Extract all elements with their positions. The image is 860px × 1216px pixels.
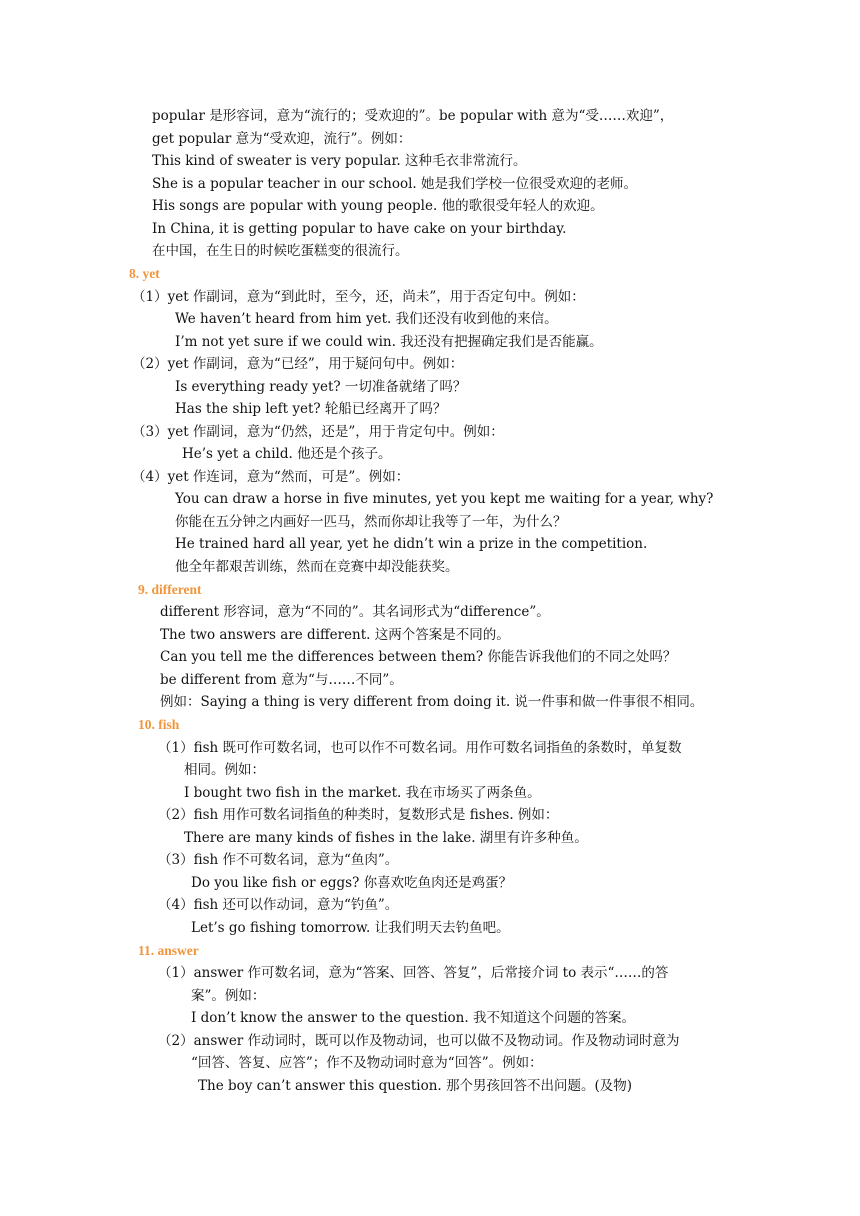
- yet-example: Is everything ready yet? 一切准备就绪了吗？: [175, 379, 467, 395]
- fish-usage-4: （4）fish 还可以作动词，意为“钓鱼”。: [158, 897, 399, 913]
- yet-example: He trained hard all year, yet he didn’t win a prize in the competition.: [175, 536, 648, 552]
- section-heading-fish: 10. fish: [138, 717, 180, 732]
- different-line: 例如：Saying a thing is very different from doing it. 说一件事和做一件事很不相同。: [160, 694, 704, 710]
- answer-usage-2: （2）answer 作动词时，既可以作及物动词，也可以做不及物动词。作及物动词时意为: [158, 1033, 680, 1049]
- fish-usage-1: （1）fish 既可作可数名词，也可以作不可数名词。用作可数名词指鱼的条数时，单复数: [158, 740, 682, 756]
- different-line: be different from 意为“与……不同”。: [160, 672, 403, 688]
- section-heading-yet: 8. yet: [129, 266, 160, 281]
- section-heading-different: 9. different: [138, 582, 202, 597]
- answer-example: The boy can’t answer this question. 那个男孩回答不出问题。(及物): [198, 1078, 633, 1094]
- yet-example: He’s yet a child. 他还是个孩子。: [182, 446, 392, 462]
- popular-example-2: She is a popular teacher in our school. 她是我们学校一位很受欢迎的老师。: [152, 176, 637, 192]
- fish-usage-3: （3）fish 作不可数名词，意为“鱼肉”。: [158, 852, 399, 868]
- popular-example-4-translation: 在中国，在生日的时候吃蛋糕变的很流行。: [152, 243, 409, 259]
- yet-example: You can draw a horse in five minutes, yet you kept me waiting for a year, why?: [175, 491, 714, 507]
- yet-usage-1: （1）yet 作副词，意为“到此时，至今，还，尚未”，用于否定句中。例如：: [132, 289, 585, 305]
- yet-example: Has the ship left yet? 轮船已经离开了吗？: [175, 401, 447, 417]
- fish-example: I bought two fish in the market. 我在市场买了两条鱼。: [184, 785, 541, 801]
- popular-example-4: In China, it is getting popular to have cake on your birthday.: [152, 221, 567, 237]
- fish-example: There are many kinds of fishes in the lake. 湖里有许多种鱼。: [184, 830, 588, 846]
- popular-example-3: His songs are popular with young people. 他的歌很受年轻人的欢迎。: [152, 198, 604, 214]
- section-heading-answer: 11. answer: [138, 943, 199, 958]
- popular-line-2: get popular 意为“受欢迎，流行”。例如：: [152, 131, 412, 147]
- yet-example-translation: 他全年都艰苦训练，然而在竞赛中却没能获奖。: [175, 559, 459, 575]
- fish-usage-2: （2）fish 用作可数名词指鱼的种类时，复数形式是 fishes. 例如：: [158, 807, 559, 823]
- yet-usage-3: （3）yet 作副词，意为“仍然，还是”，用于肯定句中。例如：: [132, 424, 504, 440]
- fish-example: Let’s go fishing tomorrow. 让我们明天去钓鱼吧。: [191, 920, 510, 936]
- answer-example: I don’t know the answer to the question. 我不知道这个问题的答案。: [191, 1010, 635, 1026]
- fish-example: Do you like fish or eggs? 你喜欢吃鱼肉还是鸡蛋？: [191, 875, 513, 891]
- yet-example-translation: 你能在五分钟之内画好一匹马，然而你却让我等了一年，为什么？: [175, 514, 567, 530]
- yet-example: I’m not yet sure if we could win. 我还没有把握确定我们是否能赢。: [175, 334, 603, 350]
- fish-usage-1-continued: 相同。例如：: [184, 762, 265, 778]
- answer-usage-2-continued: “回答、答复、应答”；作不及物动词时意为“回答”。例如：: [191, 1055, 543, 1071]
- answer-usage-1-continued: 案”。例如：: [191, 988, 266, 1004]
- popular-line-1: popular 是形容词，意为“流行的；受欢迎的”。be popular with 意为“受……欢迎”，: [152, 108, 674, 124]
- yet-usage-2: （2）yet 作副词，意为“已经”，用于疑问句中。例如：: [132, 356, 464, 372]
- different-line: Can you tell me the differences between them? 你能告诉我他们的不同之处吗？: [160, 649, 677, 665]
- yet-usage-4: （4）yet 作连词，意为“然而，可是”。例如：: [132, 469, 410, 485]
- yet-example: We haven’t heard from him yet. 我们还没有收到他的来信。: [175, 311, 558, 327]
- answer-usage-1: （1）answer 作可数名词，意为“答案、回答、答复”，后常接介词 to 表示“……的答: [158, 965, 669, 981]
- different-line: The two answers are different. 这两个答案是不同的。: [160, 627, 510, 643]
- different-line: different 形容词，意为“不同的”。其名词形式为“difference”。: [160, 604, 550, 620]
- popular-example-1: This kind of sweater is very popular. 这种毛衣非常流行。: [152, 153, 527, 169]
